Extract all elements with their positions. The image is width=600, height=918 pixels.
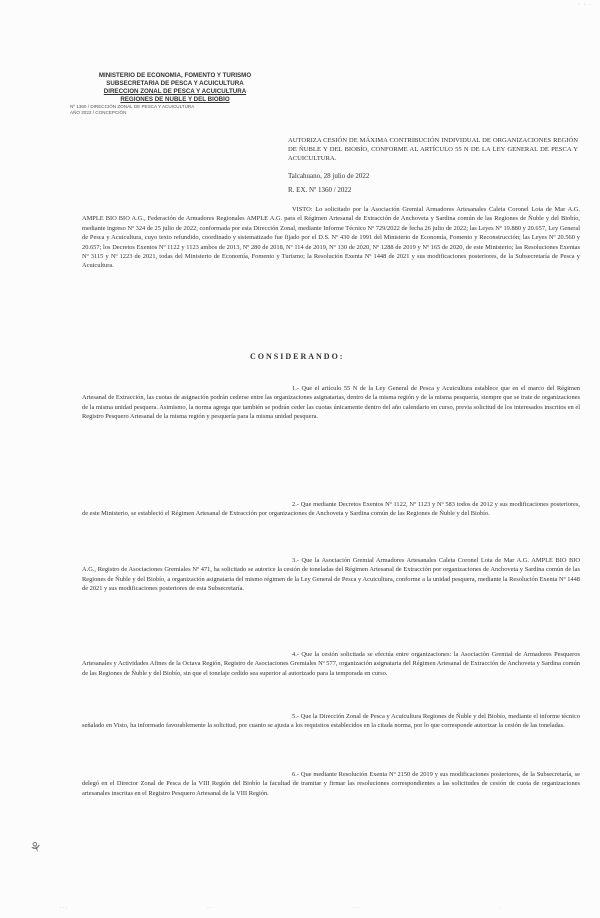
considerando-2 — [82, 500, 580, 519]
considerando-number: 6.- — [292, 771, 299, 778]
visto-paragraph — [82, 205, 580, 271]
considerando-number: 3.- — [292, 557, 299, 564]
visto-text: VISTO: Lo solicitado por la Asociación Gremial Armadores Artesanales Caleta Coronel Lota de Mar A.G. AMPLE BIO BIO A.G., Federación de Armadores Regionales AMPLE A.G. para el Régimen Artesanal de Extracción de Anchoveta y Sardina común de las Regiones de Ñuble y del Biobío, mediante ingreso Nº 324 de 25 julio de 2022, conformada por esta Dirección Zonal, mediante Informe Técnico Nº 729/2022 de fecha 26 julio de 2022; las Leyes Nº 19.880 y 20.657, Ley General de Pesca y Acuicultura, cuyo texto refundido, coordinado y sistematizado fue fijado por el D.S. Nº 430 de 1991 del Ministerio de Economía, Fomento y Reconstrucción; las Leyes Nº 20.560 y 20.657; los Decretos Exentos Nº 1122 y 1123 ambos de 2013, Nº 280 de 2018, Nº 114 de 2019, Nº 130 de 2020, Nº 1288 de 2019 y Nº 165 de 2020, de este Ministerio; las Resoluciones Exentas Nº 3115 y Nº 1223 de 2021, todas del Ministerio de Economía, Fomento y Turismo; la Resolución Exenta Nº 1448 de 2021 y sus modificaciones posteriores, de la Subsecretaría de Pesca y Acuicultura. — [82, 206, 580, 270]
institution-header — [70, 72, 280, 116]
considerando-text: Que la cesión solicitada se efectúa entre organizaciones: la Asociación Gremial de Armadores Pesqueros Artesanales y Actividades Afines de la Octava Región, Registro de Asociaciones Gremiales Nº 577, organización asignataria del Régimen Artesanal de Extracción de Anchoveta y Sardina común de las Regiones de Ñuble y del Biobío, sin que el tonelaje cedido sea superior al autorizado para la temporada en curso. — [82, 651, 580, 677]
footer-mark: · — [498, 906, 500, 911]
considerando-1 — [82, 384, 580, 422]
handwritten-mark-icon: ⚘ — [27, 839, 45, 858]
considerando-text: Que mediante Resolución Exenta Nº 2150 de 2019 y sus modificaciones posteriores, de la Subsecretaría, se delegó en el Director Zonal de Pesca de la VIII Región del Biobío la facultad de tramitar y firmar las resoluciones correspondientes a las solicitudes de cesión de cuota de organizaciones artesanales inscritas en el Registro Pesquero Artesanal de la VIII Región. — [82, 771, 580, 797]
considerando-number: 4.- — [292, 651, 299, 658]
considerando-5 — [82, 712, 580, 731]
header-line-regiones: REGIONES DE ÑUBLE Y DEL BIOBÍO — [120, 96, 230, 103]
considerando-number: 1.- — [292, 385, 299, 392]
header-line-ministry: MINISTERIO DE ECONOMÍA, FOMENTO Y TURISMO — [98, 72, 252, 79]
footer-mark: · · · — [60, 906, 68, 911]
considerando-text: Que la Dirección Zonal de Pesca y Acuicultura Regiones de Ñuble y del Biobío, mediante el informe técnico señalado en Visto, ha informado favorablemente la solicitud, por cuanto se ajusta a los requisitos establecidos en la citada norma, por lo que corresponde autorizar la cesión de las toneladas. — [82, 713, 580, 730]
header-small-line-1: Nº 1360 / DIRECCIÓN ZONAL DE PESCA Y ACUICULTURA — [70, 104, 195, 109]
considerando-4 — [82, 650, 580, 678]
document-title: AUTORIZA CESIÓN DE MÁXIMA CONTRIBUCIÓN INDIVIDUAL DE ORGANIZACIONES REGIÓN DE ÑUBLE Y DEL BIOBÍO, CONFORME AL ARTÍCULO 55 N DE LA LEY GENERAL DE PESCA Y ACUICULTURA. — [288, 137, 578, 163]
footer-mark: · · · — [351, 906, 359, 911]
header-line-direccion: DIRECCIÓN ZONAL DE PESCA Y ACUICULTURA — [103, 88, 247, 95]
considerando-number: 2.- — [292, 501, 299, 508]
considerando-3 — [82, 556, 580, 594]
considerando-text: Que el artículo 55 N de la Ley General de Pesca y Acuicultura establece que en el marco del Régimen Artesanal de Extracción, las cuotas de asignación podrán cederse entre las organizaciones asignatarias, dentro de la misma región y de la misma pesquería, siempre que se trate de organizaciones de la misma unidad pesquera. Asimismo, la norma agrega que también se podrán ceder las cuotas únicamente dentro del año calendario en curso, previa solicitud de los interesados inscritos en el Registro Pesquero Artesanal de la misma región y pesquería para la misma unidad pesquera. — [82, 385, 580, 421]
considerando-6 — [82, 770, 580, 798]
considerando-heading: CONSIDERANDO: — [250, 352, 345, 361]
considerando-number: 5.- — [292, 713, 299, 720]
footer-mark: · · — [207, 906, 212, 911]
considerando-text: Que mediante Decretos Exentos Nº 1122, Nº 1123 y Nº 583 todos de 2012 y sus modificaciones posteriores, de este Ministerio, se estableció el Régimen Artesanal de Extracción por organizaciones de Anchoveta y Sardina común de las Regiones de Ñuble y del Biobío. — [82, 501, 580, 518]
date-line: Talcahuano, 28 julio de 2022 — [288, 172, 370, 180]
considerando-text: Que la Asociación Gremial Armadores Artesanales Caleta Coronel Lota de Mar A.G. AMPLE BIO BIO A.G., Registro de Asociaciones Gremiales Nº 471, ha solicitado se autorice la cesión de toneladas del Régimen Artesanal de Extracción por organizaciones de Anchoveta y Sardina común de las Regiones de Ñuble y del Biobío, a organización asignataria del mismo régimen de la Ley General de Pesca y Acuicultura, conforme a la unidad pesquera, mediante la Resolución Exenta Nº 1448 de 2021 y sus modificaciones posteriores de esta Subsecretaría. — [82, 557, 580, 593]
scan-corner-mark: · · · — [578, 2, 592, 8]
resolution-number: R. EX. Nº 1360 / 2022 — [288, 186, 352, 194]
footer-marks — [60, 906, 500, 912]
header-line-subsecretaria: SUBSECRETARÍA DE PESCA Y ACUICULTURA — [106, 80, 244, 87]
header-small-line-2: AÑO 2022 / CONCEPCIÓN — [70, 110, 127, 115]
